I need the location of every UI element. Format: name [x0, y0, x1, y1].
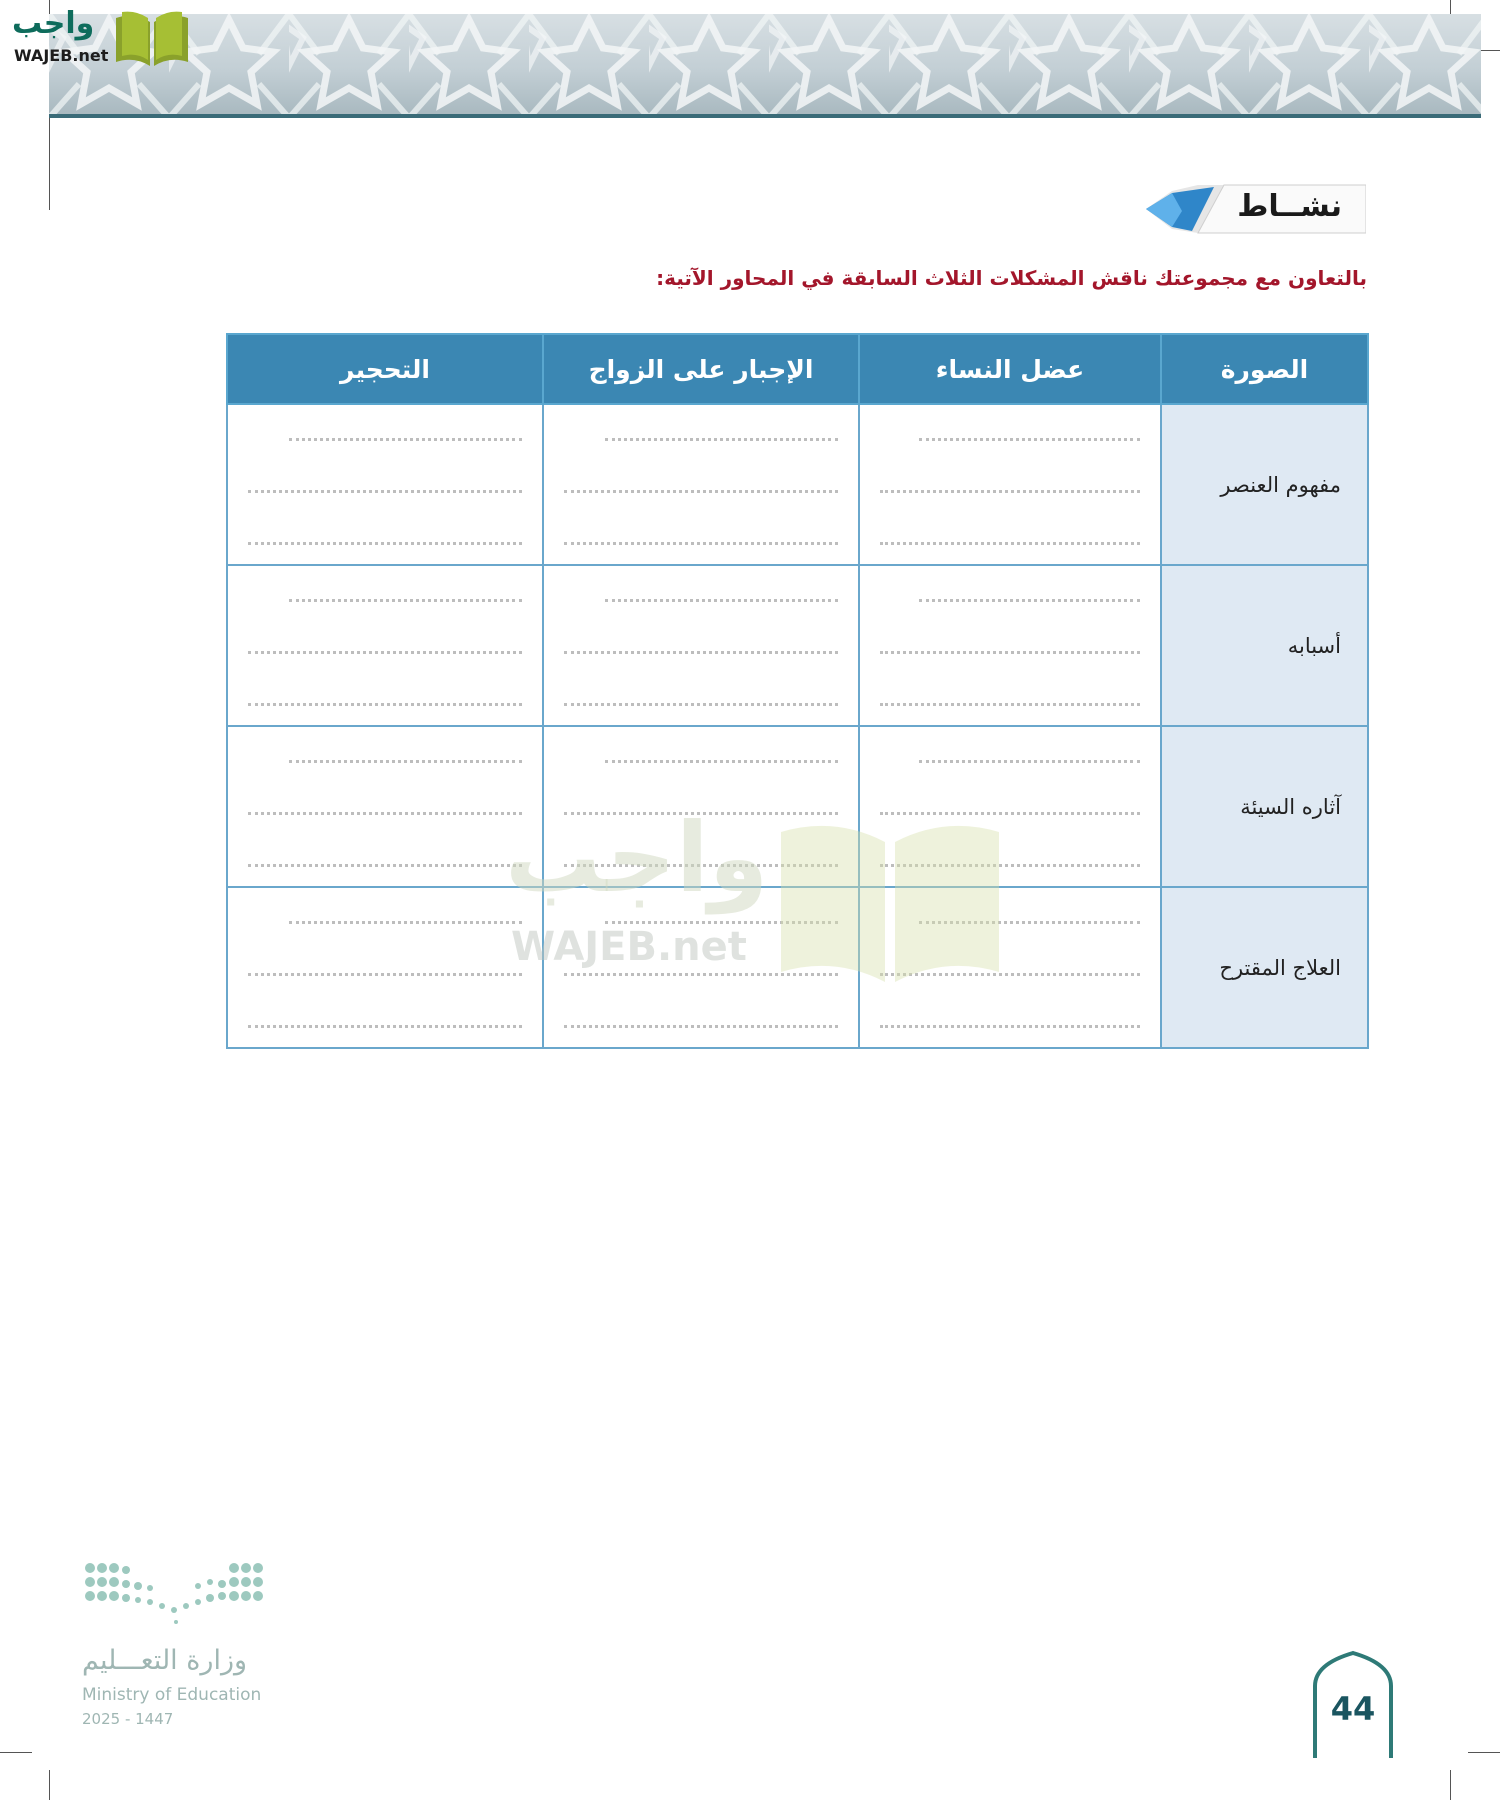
- ministry-arabic-name: وزارة التعـــليم: [82, 1645, 248, 1676]
- header-pattern-band: [49, 14, 1481, 118]
- row-label-effects: آثاره السيئة: [1161, 726, 1368, 887]
- header-cell-forced-marriage: الإجبار على الزواج: [543, 334, 859, 404]
- answer-cell[interactable]: [543, 404, 859, 565]
- wajeb-logo[interactable]: [8, 6, 190, 66]
- table-row: [227, 565, 1368, 726]
- logo-latin-text: WAJEB.net: [14, 46, 109, 65]
- ministry-english-name: Ministry of Education: [82, 1685, 262, 1705]
- answer-cell[interactable]: [859, 565, 1161, 726]
- logo-arabic-text: واجب: [12, 6, 95, 41]
- table-row: [227, 404, 1368, 565]
- header-cell-image: الصورة: [1161, 334, 1368, 404]
- answer-cell[interactable]: [227, 404, 543, 565]
- watermark-latin: WAJEB.net: [511, 924, 747, 970]
- answer-cell[interactable]: [227, 726, 543, 887]
- watermark-arabic: واجب: [505, 802, 769, 914]
- geometric-pattern: [49, 14, 1481, 118]
- activity-label: نشــاط: [1237, 189, 1342, 224]
- activity-badge: [1142, 183, 1366, 235]
- answer-cell[interactable]: [859, 404, 1161, 565]
- answer-cell[interactable]: [543, 565, 859, 726]
- answer-cell[interactable]: [227, 565, 543, 726]
- wajeb-watermark: [505, 802, 1005, 992]
- crop-mark: [49, 1770, 50, 1800]
- header-cell-tahjir: التحجير: [227, 334, 543, 404]
- watermark-book-icon: [775, 812, 1005, 988]
- crop-mark: [1450, 1770, 1451, 1800]
- header-cell-adl: عضل النساء: [859, 334, 1161, 404]
- crop-mark: [0, 1752, 32, 1753]
- page-number-badge: [1312, 1650, 1394, 1758]
- page-number: 44: [1330, 1690, 1376, 1728]
- ministry-logo: [78, 1560, 278, 1730]
- book-icon: [112, 10, 192, 68]
- crop-mark: [1468, 1752, 1500, 1753]
- row-label-concept: مفهوم العنصر: [1161, 404, 1368, 565]
- ministry-dots-icon: [84, 1560, 264, 1632]
- activity-instruction: بالتعاون مع مجموعتك ناقش المشكلات الثلاث السابقة في المحاور الآتية:: [656, 266, 1367, 290]
- table-header-row: [227, 334, 1368, 404]
- answer-cell[interactable]: [227, 887, 543, 1048]
- row-label-causes: أسبابه: [1161, 565, 1368, 726]
- ministry-year: 2025 - 1447: [82, 1710, 174, 1728]
- row-label-treatment: العلاج المقترح: [1161, 887, 1368, 1048]
